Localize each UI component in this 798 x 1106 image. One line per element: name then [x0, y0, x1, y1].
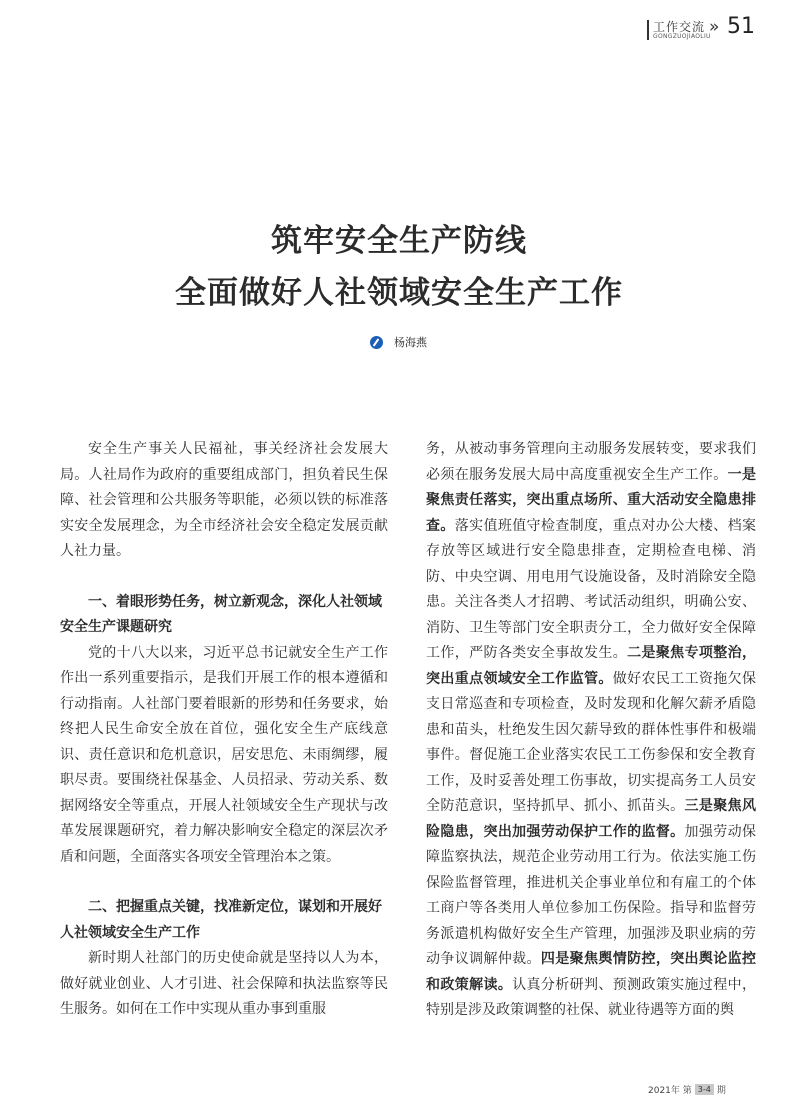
- emphasis-point-2: 二是聚焦专项整治，突出重点领域安全工作监管。: [426, 645, 757, 687]
- article-title-line1: 筑牢安全生产防线: [271, 223, 527, 259]
- point-4-text: 认真分析研判、预测政策实施过程中，特别是涉及政策调整的社保、就业待遇等方面的舆: [426, 976, 757, 1018]
- section-heading-1: 一、着眼形势任务，树立新观念，深化人社领域安全生产课题研究: [60, 593, 382, 635]
- author-byline: [370, 334, 427, 350]
- section-title: 工作交流: [653, 20, 706, 34]
- section-paragraph-2: 新时期人社部门的历史使命就是坚持以人为本，做好就业创业、人才引进、社会保障和执法监察等民生服务。如何在工作中实现从重办事到重服: [60, 950, 388, 1017]
- right-column: [426, 437, 756, 1024]
- section-pinyin: GONGZUOJIAOLIU: [653, 33, 711, 40]
- point-1-text: 落实值班值守检查制度，重点对办公大楼、档案存放等区域进行安全隐患排查，定期检查电梯、消防、中央空调、用电用气设施设备，及时消除安全隐患。关注各类人才招聘、考试活动组织，明确公安、消防、卫生等部门安全职责分工，全力做好安全保障工作，严防各类安全事故发生。: [426, 517, 757, 661]
- article-title-line2: 全面做好人社领域安全生产工作: [175, 275, 623, 311]
- footer-year: 2021年 第: [648, 1086, 692, 1096]
- section-heading-2: 二、把握重点关键，找准新定位，谋划和开展好人社领域安全生产工作: [60, 899, 382, 941]
- section-paragraph-1: 党的十八大以来，习近平总书记就安全生产工作作出一系列重要指示，是我们开展工作的根本遵循和行动指南。人社部门要着眼新的形势和任务要求，始终把人民生命安全放在首位，强化安全生产底线意识、责任意识和危机意识，居安思危、未雨绸缪，履职尽责。要围绕社保基金、人员招录、劳动关系、数据网络安全等重点，开展人社领域安全生产现状与改革发展课题研究，着力解决影响安全稳定的深层次矛盾和问题，全面落实各项安全管理治本之策。: [60, 644, 388, 865]
- issue-badge: 3-4: [695, 1084, 714, 1095]
- author-name: 杨海燕: [394, 336, 427, 349]
- issue-footer: [648, 1083, 726, 1096]
- intro-paragraph: 安全生产事关人民福祉，事关经济社会发展大局。人社局作为政府的重要组成部门，担负着民生保障、社会管理和公共服务等职能，必须以铁的标准落实安全发展理念，为全市经济社会安全稳定发展贡献人社力量。: [60, 441, 388, 559]
- continued-text: 务，从被动事务管理向主动服务发展转变，要求我们必须在服务发展大局中高度重视安全生产工作。: [426, 441, 756, 483]
- pen-icon: [370, 336, 383, 349]
- emphasis-point-1: 一是聚焦责任落实，突出重点场所、重大活动安全隐患排查。: [426, 466, 757, 534]
- continued-paragraph: [426, 437, 756, 1024]
- left-column: [60, 437, 388, 1023]
- emphasis-point-3: 三是聚焦风险隐患，突出加强劳动保护工作的监督。: [426, 798, 757, 840]
- running-header: [647, 16, 787, 44]
- footer-suffix: 期: [716, 1086, 726, 1096]
- point-3-text: 加强劳动保障监察执法，规范企业劳动用工行为。依法实施工伤保险监督管理，推进机关企事业单位和有雇工的个体工商户等各类用人单位参加工伤保险。指导和监督劳务派遣机构做好安全生产管理，加强涉及职业病的劳动争议调解仲裁。: [426, 823, 757, 967]
- double-chevron-icon: »: [709, 17, 720, 37]
- page-number: 51: [727, 14, 755, 39]
- header-divider: [647, 20, 649, 40]
- point-2-text: 做好农民工工资拖欠保支日常巡查和专项检查，及时发现和化解欠薪矛盾隐患和苗头，杜绝发生因欠薪导致的群体性事件和极端事件。督促施工企业落实农民工工伤参保和安全教育工作，及时妥善处理工伤事故，切实提高务工人员安全防范意识，坚持抓早、抓小、抓苗头。: [426, 670, 757, 814]
- emphasis-point-4: 四是聚焦舆情防控，突出舆论监控和政策解读。: [426, 951, 757, 993]
